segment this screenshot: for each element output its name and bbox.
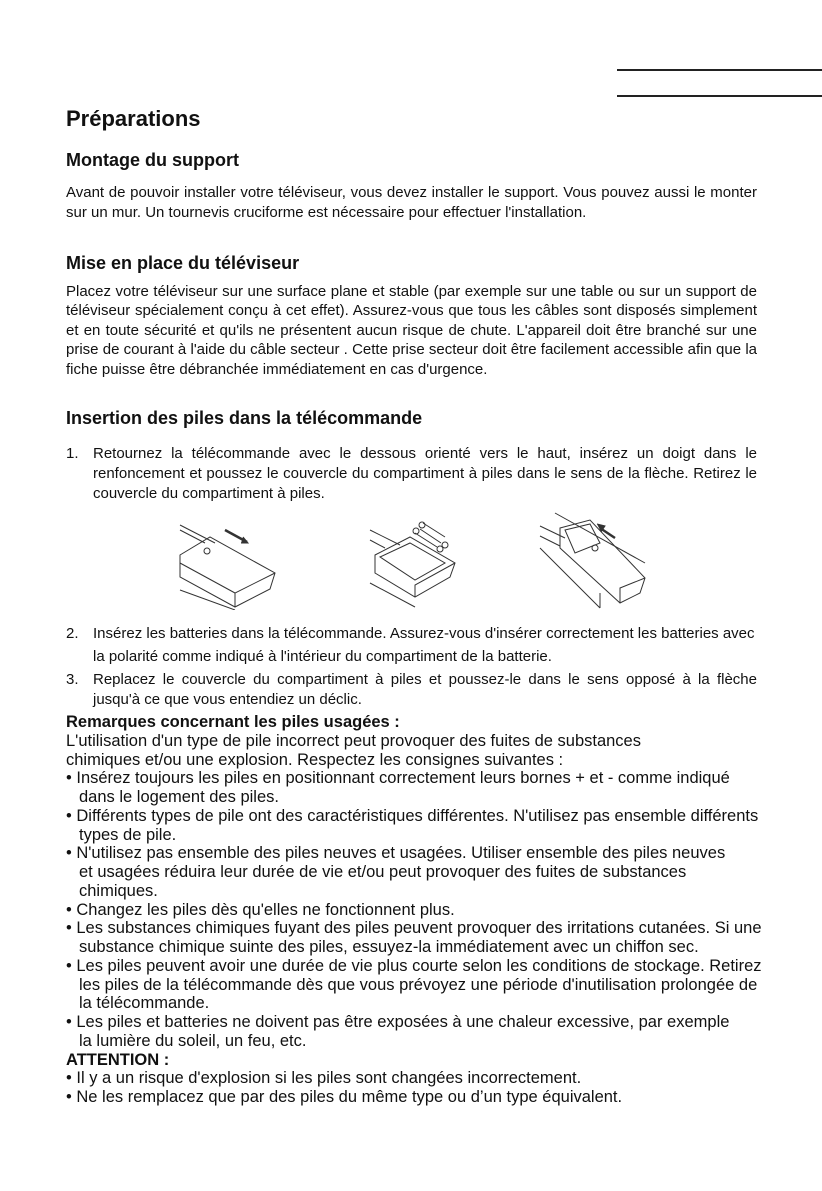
battery-notes xyxy=(66,713,766,1107)
section-heading-placement: Mise en place du téléviseur xyxy=(66,253,300,273)
step-3 xyxy=(66,670,757,710)
note-bullet: • N'utilisez pas ensemble des piles neuves et usagées. Utiliser ensemble des piles neuves et usagées réduira leur durée de vie et/ou peut provoquer des fuites de substances chimiques. xyxy=(66,844,726,900)
step-text: Insérez les batteries dans la télécommande. Assurez-vous d'insérer correctement les batteries avec la polarité comme indiqué à l'intérieur du compartiment de la batterie. xyxy=(93,625,755,665)
header-rule-top xyxy=(617,69,822,71)
section-text-placement: Placez votre téléviseur sur une surface plane et stable (par exemple sur une table ou sur un support de téléviseur spécialement conçu à cet effet). Assurez-vous que tous les câbles sont disposés simplement et en toute sécurité et qu'ils ne présentent aucun risque de chute. L'appareil doit être branché sur une prise de courant à l'aide du câble secteur . Cette prise secteur doit être facilement accessible afin que la fiche puisse être débranchée immédiatement en cas d'urgence. xyxy=(66,283,757,378)
step-1 xyxy=(66,444,757,504)
step-2 xyxy=(66,622,757,668)
step-text: Retournez la télécommande avec le dessous orienté vers le haut, insérez un doigt dans le renfoncement et poussez le couvercle du compartiment à piles dans le sens de la flèche. Retirez le couvercle du compartiment à piles. xyxy=(93,445,757,502)
section-heading-stand: Montage du support xyxy=(66,150,239,170)
step-number: 3. xyxy=(66,671,79,688)
warning-bullet: • Ne les remplacez que par des piles du même type ou d’un type équivalent. xyxy=(66,1088,623,1106)
step-number: 2. xyxy=(66,625,79,642)
notes-intro: L'utilisation d'un type de pile incorrect peut provoquer des fuites de substances chimiques et/ou une explosion. Respectez les consignes suivantes : xyxy=(66,731,641,769)
header-rule-bottom xyxy=(617,95,822,97)
section-text-stand: Avant de pouvoir installer votre téléviseur, vous devez installer le support. Vous pouvez aussi le monter sur un mur. Un tournevis cruciforme est nécessaire pour effectuer l'installation. xyxy=(66,184,757,221)
note-bullet: • Insérez toujours les piles en positionnant correctement leurs bornes + et - comme indiqué dans le logement des piles. xyxy=(66,769,730,806)
page-title: Préparations xyxy=(66,106,201,131)
notes-heading: Remarques concernant les piles usagées : xyxy=(66,713,400,731)
step-text: Replacez le couvercle du compartiment à piles et poussez-le dans le sens opposé à la flèche jusqu'à ce que vous entendiez un déclic. xyxy=(93,671,757,708)
note-bullet: • Les piles peuvent avoir une durée de vie plus courte selon les conditions de stockage. Retirez les piles de la télécommande dès que vous prévoyez une période d'inutilisation prolongée de la télécommande. xyxy=(66,956,762,1013)
warning-heading: ATTENTION : xyxy=(66,1050,170,1069)
note-bullet: • Différents types de pile ont des caractéristiques différentes. N'utilisez pas ensemble différents types de pile. xyxy=(66,806,759,844)
note-bullet: • Changez les piles dès qu'elles ne fonctionnent plus. xyxy=(66,900,455,919)
warning-bullet: • Il y a un risque d'explosion si les piles sont changées incorrectement. xyxy=(66,1069,582,1088)
step-number: 1. xyxy=(66,445,79,462)
note-bullet: • Les piles et batteries ne doivent pas être exposées à une chaleur excessive, par exemple la lumière du soleil, un feu, etc. xyxy=(66,1013,730,1050)
note-bullet: • Les substances chimiques fuyant des piles peuvent provoquer des irritations cutanées. Si une substance chimique suinte des piles, essuyez-la immédiatement avec un chiffon sec. xyxy=(66,919,762,956)
battery-insert-illustration xyxy=(365,515,465,610)
remote-cover-open-illustration xyxy=(175,515,285,610)
remote-cover-close-illustration xyxy=(535,508,650,613)
section-heading-batteries: Insertion des piles dans la télécommande xyxy=(66,408,423,428)
